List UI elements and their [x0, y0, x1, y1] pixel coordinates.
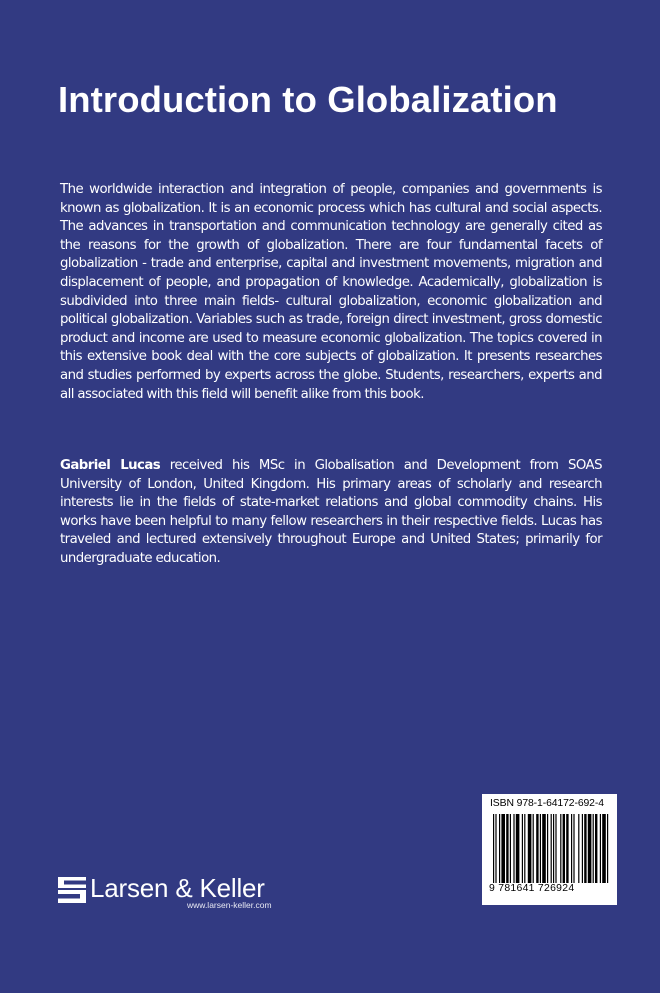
- publisher-url: www.larsen-keller.com: [187, 900, 272, 910]
- book-description: The worldwide interaction and integration of people, companies and governments is known as globalization. It is an economic process which has cultural and social aspects. The advances in transportation and communication technology are generally cited as the reasons for the growth of globalization. There are four fundamental facets of globalization - trade and enterprise, capital and investment movements, migration and displacement of people, and propagation of knowledge. Academically, globalization is subdivided into three main fields- cultural globalization, economic globalization and political globalization. Variables such as trade, foreign direct investment, gross domestic product and income are used to measure economic globalization. The topics covered in this extensive book deal with the core subjects of globalization. It presents researches and studies performed by experts across the globe. Students, researchers, experts and all associated with this field will benefit alike from this book.: [60, 182, 602, 402]
- larsen-keller-logo-icon: [58, 877, 86, 903]
- isbn-barcode-box: [482, 794, 617, 905]
- author-bio: [60, 457, 602, 569]
- author-name: Gabriel Lucas: [60, 458, 161, 473]
- isbn-label: ISBN 978-1-64172-692-4: [490, 798, 604, 809]
- publisher-name: Larsen & Keller: [90, 873, 265, 903]
- barcode-image: [491, 814, 609, 883]
- barcode-digits: 9 781641 726924: [489, 883, 575, 894]
- author-bio-text: received his MSc in Globalisation and Development from SOAS University of London, United Kingdom. His primary areas of scholarly and research interests lie in the fields of state-market relations and global commodity chains. His works have been helpful to many fellow researchers in their respective fields. Lucas has traveled and lectured extensively throughout Europe and United States; primarily for undergraduate education.: [60, 458, 602, 566]
- book-title: Introduction to Globalization: [58, 79, 558, 120]
- publisher-block: [58, 873, 298, 913]
